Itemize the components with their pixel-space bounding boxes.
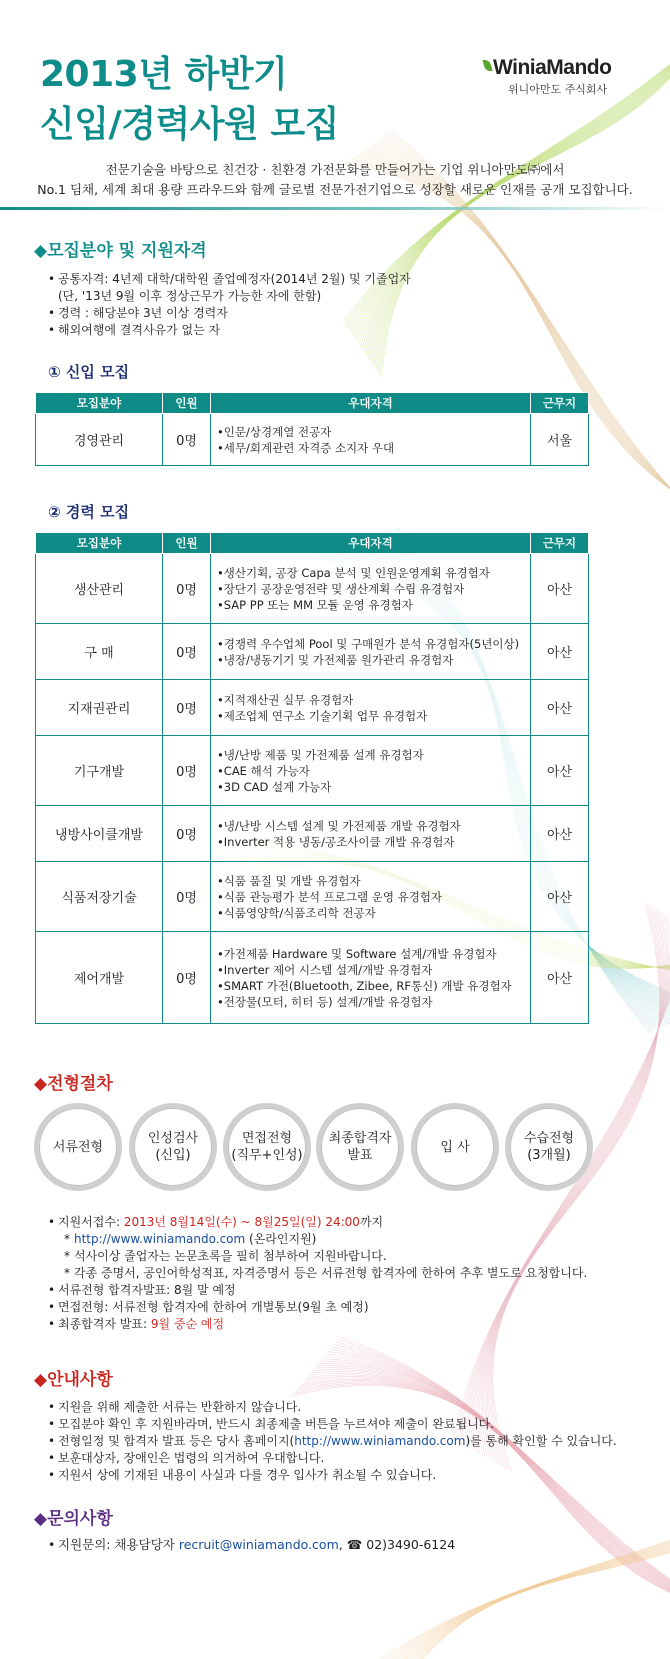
homepage-link[interactable]: http://www.winiamando.com <box>294 1434 466 1448</box>
cell-field: 생산관리 <box>36 554 163 624</box>
cell-qualification <box>211 624 531 680</box>
qualification-line: •전장물(모터, 히터 등) 설계/개발 유경험자 <box>217 994 433 1009</box>
qualification-line: •냉/난방 시스템 설계 및 가전제품 개발 유경험자 <box>217 818 461 833</box>
notice-item: • 전형일정 및 합격자 발표 등은 당사 홈페이지(http://www.winiamando.com)를 통해 확인할 수 있습니다. <box>48 1433 617 1450</box>
header-count: 인원 <box>163 393 211 414</box>
qualification-line: •가전제품 Hardware 및 Software 설계/개발 유경험자 <box>217 946 497 961</box>
header-field: 모집분야 <box>36 533 163 554</box>
qualification-item: • 공통자격: 4년제 대학/대학원 졸업예정자(2014년 2월) 및 기졸업자 <box>48 271 411 288</box>
qualification-item: • 경력 : 해당분야 3년 이상 경력자 <box>48 305 411 322</box>
newcomer-heading: ① 신입 모집 <box>48 363 130 381</box>
qualification-line: •3D CAD 설계 가능자 <box>217 779 332 794</box>
process-heading: ◆전형절차 <box>34 1074 113 1094</box>
cell-location: 서울 <box>531 414 589 466</box>
qualification-line: •SMART 가전(Bluetooth, Zibee, RF통신) 개발 유경험자 <box>217 978 512 993</box>
intro-line-1: 전문기술을 바탕으로 친건강 · 친환경 가전문화를 만들어가는 기업 위니아만도㈜에서 <box>105 162 565 177</box>
company-logo <box>484 56 640 97</box>
cell-field: 구 매 <box>36 624 163 680</box>
cell-location: 아산 <box>531 736 589 806</box>
qualification-line: •지적재산권 실무 유경험자 <box>217 692 354 707</box>
table-row <box>36 932 589 1024</box>
interview-info: • 면접전형: 서류전형 합격자에 한하여 개별통보(9월 초 예정) <box>48 1299 587 1316</box>
process-step: 서류전형 <box>34 1103 122 1191</box>
cell-location: 아산 <box>531 680 589 736</box>
qualification-line: •Inverter 적용 냉동/공조사이클 개발 유경험자 <box>217 834 455 849</box>
leaf-icon <box>482 58 492 72</box>
qualification-line: •식품 관능평가 분석 프로그램 운영 유경험자 <box>217 889 443 904</box>
header-location: 근무지 <box>531 393 589 414</box>
logo-text: WiniaMando <box>493 56 612 79</box>
cell-count: 0명 <box>163 624 211 680</box>
cell-field: 식품저장기술 <box>36 862 163 932</box>
notice-item: • 지원서 상에 기재된 내용이 사실과 다를 경우 입사가 취소될 수 있습니다. <box>48 1467 617 1484</box>
apply-period-value: 2013년 8월14일(수) ~ 8월25일(일) 24:00 <box>123 1215 360 1229</box>
process-step: 입 사 <box>411 1103 499 1191</box>
notice-item: • 모집분야 확인 후 지원바라며, 반드시 최종제출 버튼을 누르셔야 제출이 완료됩니다. <box>48 1416 617 1433</box>
header-field: 모집분야 <box>36 393 163 414</box>
cell-count: 0명 <box>163 414 211 466</box>
cell-location: 아산 <box>531 554 589 624</box>
cell-location: 아산 <box>531 862 589 932</box>
cell-count: 0명 <box>163 680 211 736</box>
logo-subtitle: 위니아만도 주식회사 <box>508 83 608 96</box>
table-row <box>36 554 589 624</box>
qualification-line: •Inverter 제어 시스템 설계/개발 유경험자 <box>217 962 433 977</box>
experienced-table <box>35 532 589 1024</box>
apply-url-link[interactable]: http://www.winiamando.com <box>74 1232 246 1246</box>
notice-item: • 지원을 위해 제출한 서류는 반환하지 않습니다. <box>48 1399 617 1416</box>
cell-qualification <box>211 414 531 466</box>
qualification-item: • 해외여행에 결격사유가 없는 자 <box>48 322 411 339</box>
cell-location: 아산 <box>531 806 589 862</box>
process-step: 최종합격자 발표 <box>316 1103 404 1191</box>
table-row <box>36 414 589 466</box>
cell-field: 지재권관리 <box>36 680 163 736</box>
contact-phone: 02)3490-6124 <box>366 1537 456 1552</box>
apply-note: * 각종 증명서, 공인어학성적표, 자격증명서 등은 서류전형 합격자에 한하여 추후 별도로 요청합니다. <box>48 1265 587 1282</box>
qualification-heading: ◆모집분야 및 지원자격 <box>34 241 207 261</box>
cell-qualification <box>211 932 531 1024</box>
apply-url-item: * http://www.winiamando.com (온라인지원) <box>48 1231 587 1248</box>
header-qualification: 우대자격 <box>211 393 531 414</box>
qualification-line: •SAP PP 또는 MM 모듈 운영 유경험자 <box>217 597 413 612</box>
page-title <box>40 50 339 150</box>
qualification-line: •CAE 해석 가능자 <box>217 763 310 778</box>
header-qualification: 우대자격 <box>211 533 531 554</box>
process-step: 인성검사 (신입) <box>129 1103 217 1191</box>
cell-location: 아산 <box>531 624 589 680</box>
newcomer-table <box>35 392 589 466</box>
qualification-item: (단, '13년 9월 이후 정상근무가 가능한 자에 한함) <box>58 289 322 303</box>
cell-qualification <box>211 736 531 806</box>
notice-list <box>48 1399 617 1484</box>
contact-list <box>48 1536 455 1553</box>
header-count: 인원 <box>163 533 211 554</box>
final-announcement: • 최종합격자 발표: 9월 중순 예정 <box>48 1316 587 1333</box>
cell-count: 0명 <box>163 736 211 806</box>
qualification-line: •장단기 공장운영전략 및 생산계획 수립 유경험자 <box>217 581 465 596</box>
title-line-1: 2013년 하반기 <box>40 54 288 95</box>
process-step: 면접전형 (직무+인성) <box>223 1103 311 1191</box>
notice-item: • 보훈대상자, 장애인은 법령의 의거하여 우대합니다. <box>48 1450 617 1467</box>
process-steps <box>34 1103 594 1187</box>
qualification-line: •제조업체 연구소 기술기획 업무 유경험자 <box>217 708 428 723</box>
qualification-line: •세무/회계관련 자격증 소지자 우대 <box>217 440 395 455</box>
qualification-line: •식품영양학/식품조리학 전공자 <box>217 905 376 920</box>
intro-text <box>0 160 670 200</box>
qualification-line: •생산기획, 공장 Capa 분석 및 인원운영계획 유경험자 <box>217 565 490 580</box>
qualification-line: •냉/난방 제품 및 가전제품 설계 유경험자 <box>217 747 424 762</box>
apply-period: • 지원서접수: 2013년 8월14일(수) ~ 8월25일(일) 24:00까지 <box>48 1214 587 1231</box>
process-details <box>48 1214 587 1333</box>
table-row <box>36 862 589 932</box>
cell-location: 아산 <box>531 932 589 1024</box>
cell-count: 0명 <box>163 806 211 862</box>
qualification-line: •경쟁력 우수업체 Pool 및 구매원가 분석 유경험자(5년이상) <box>217 636 520 651</box>
cell-count: 0명 <box>163 862 211 932</box>
notice-heading: ◆안내사항 <box>34 1370 113 1390</box>
cell-field: 냉방사이클개발 <box>36 806 163 862</box>
cell-qualification <box>211 806 531 862</box>
process-step: 수습전형 (3개월) <box>505 1103 593 1191</box>
table-row <box>36 806 589 862</box>
apply-note: * 석사이상 졸업자는 논문초록을 필히 첨부하여 지원바랍니다. <box>48 1248 587 1265</box>
cell-qualification <box>211 680 531 736</box>
intro-line-2: No.1 딤채, 세계 최대 용량 프라우드와 함께 글로벌 전문가전기업으로 성장할 새로운 인재를 공개 모집합니다. <box>37 182 633 197</box>
cell-field: 기구개발 <box>36 736 163 806</box>
contact-item: • 지원문의: 채용담당자 recruit@winiamando.com, ☎ 02)3490-6124 <box>48 1536 455 1553</box>
qualification-line: •식품 품질 및 개발 유경험자 <box>217 873 361 888</box>
header-location: 근무지 <box>531 533 589 554</box>
cell-qualification <box>211 862 531 932</box>
title-line-2: 신입/경력사원 모집 <box>40 104 339 145</box>
table-row <box>36 736 589 806</box>
contact-email-link[interactable]: recruit@winiamando.com <box>178 1537 339 1552</box>
table-row <box>36 624 589 680</box>
cell-field: 제어개발 <box>36 932 163 1024</box>
cell-field: 경영관리 <box>36 414 163 466</box>
contact-heading: ◆문의사항 <box>34 1509 113 1529</box>
table-row <box>36 680 589 736</box>
qualification-line: •냉장/냉동기기 및 가전제품 원가관리 유경험자 <box>217 652 454 667</box>
experienced-heading: ② 경력 모집 <box>48 503 130 521</box>
final-announcement-value: 9월 중순 예정 <box>150 1317 225 1331</box>
document-result: • 서류전형 합격자발표: 8월 말 예정 <box>48 1282 587 1299</box>
qualification-line: •인문/상경계열 전공자 <box>217 424 332 439</box>
cell-qualification <box>211 554 531 624</box>
qualification-list <box>48 271 411 339</box>
cell-count: 0명 <box>163 554 211 624</box>
header-divider <box>0 207 670 210</box>
cell-count: 0명 <box>163 932 211 1024</box>
